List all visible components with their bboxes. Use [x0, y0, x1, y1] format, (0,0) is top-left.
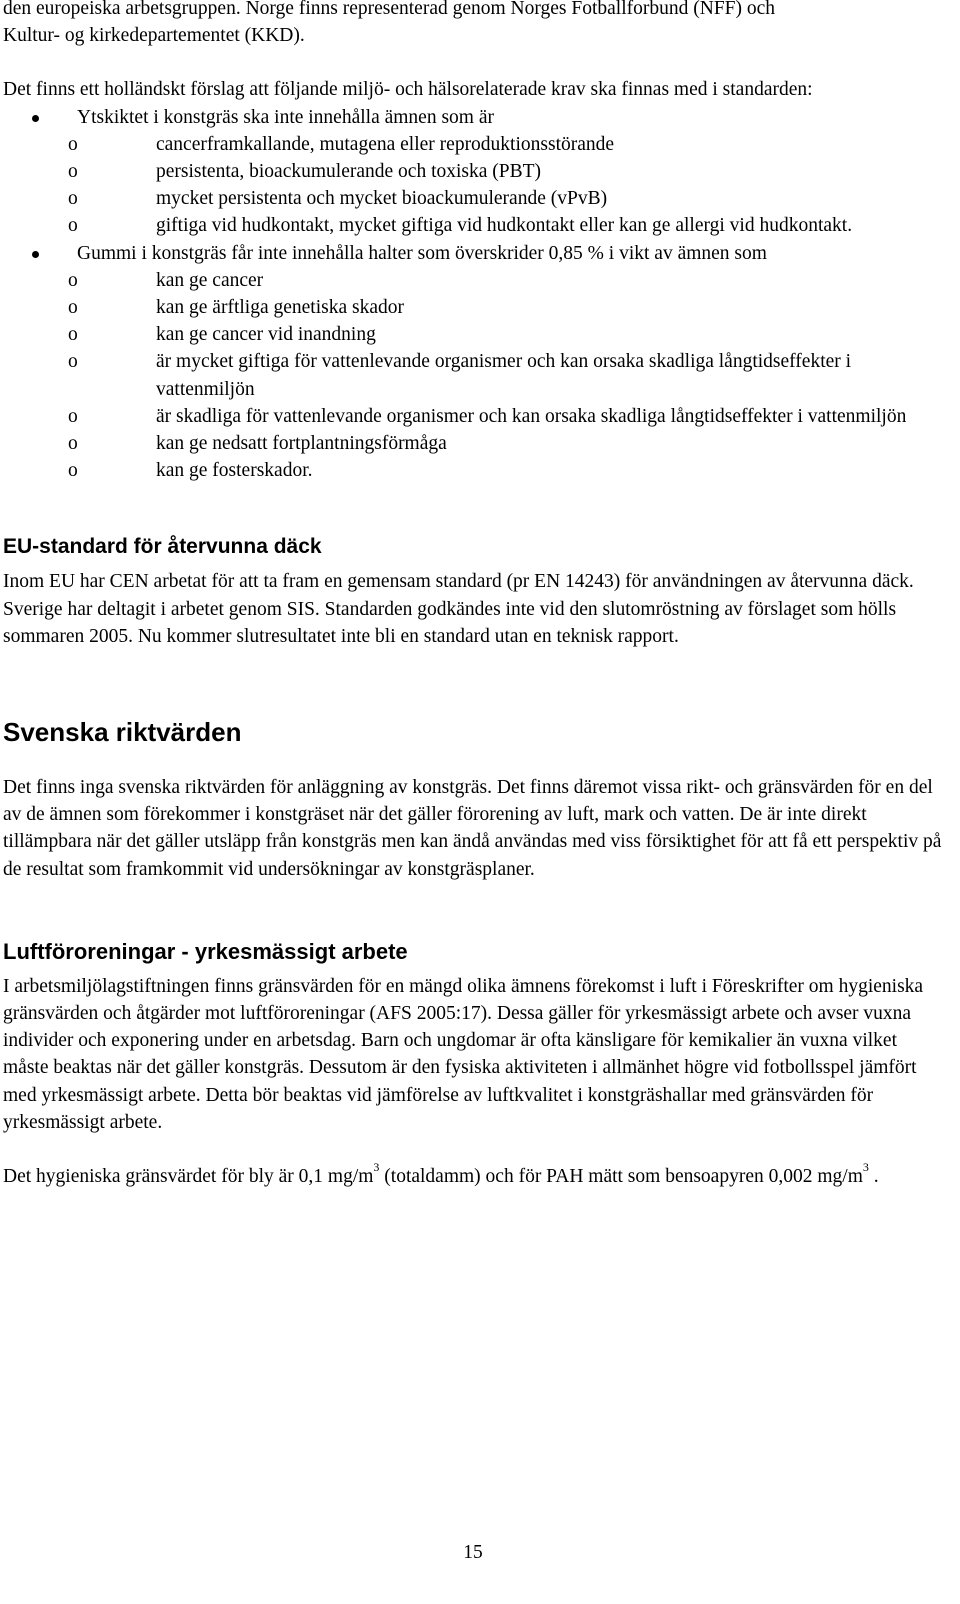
circle-marker-icon: o — [68, 351, 78, 373]
section-body-luft: I arbetsmiljölagstiftningen finns gränsvärden för en mängd olika ämnens förekomst i luft i Föreskrifter om hygieniska gränsvärden och åtgärder mot luftföroreningar (AFS 2005:17). Dessa gäller för yrkesmässigt arbete och avser vuxna individer och exponering under en arbetsdag. Barn och ungdomar är ofta känsligare för kemikalier än vuxna vilket måste beaktas när det gäller konstgräs. Dessutom är den fysiska aktiviteten i allmänhet högre vid fotbollsspel jämfört med yrkesmässigt arbete. Detta bör beaktas vid jämförelse av luftkvalitet i konstgräshallar med gränsvärden för yrkesmässigt arbete. — [3, 975, 924, 1133]
circle-marker-icon: o — [68, 433, 78, 455]
sub-item-text: giftiga vid hudkontakt, mycket giftiga vid hudkontakt eller kan ge allergi vid hudkontakt. — [156, 215, 853, 237]
section-heading-luft: Luftföroreningar - yrkesmässigt arbete — [3, 938, 408, 964]
intro-paragraph — [3, 0, 943, 49]
sub-list-item — [3, 348, 943, 402]
sub-list-item — [3, 457, 943, 484]
sub-list-item — [3, 212, 943, 239]
requirement-surface — [3, 104, 943, 240]
sub-item-text: mycket persistenta och mycket bioackumulerande (vPvB) — [156, 188, 608, 210]
sub-list-item — [3, 185, 943, 212]
circle-marker-icon: o — [68, 269, 78, 291]
superscript-3: 3 — [862, 1160, 869, 1175]
sub-item-text: kan ge cancer — [156, 269, 264, 291]
section-body-svenska: Det finns inga svenska riktvärden för anläggning av konstgräs. Det finns däremot vissa rikt- och gränsvärden för en del av de ämnen som förekommer i konstgräset när det gäller förorening av luft, mark och vatten. De är inte direkt tillämpbara när det gäller utsläpp från konstgräs men kan ändå användas med viss försiktighet för att få ett perspektiv på de resultat som framkommit vid undersökningar av konstgräsplaner. — [3, 777, 942, 880]
requirements-list — [3, 104, 943, 485]
page-number: 15 — [463, 1542, 483, 1563]
circle-marker-icon: o — [68, 324, 78, 346]
intro-line-1: den europeiska arbetsgruppen. Norge finns representerad genom Norges Fotballforbund (NFF) och — [3, 0, 776, 19]
hygienic-text-2: (totaldamm) och för PAH mätt som bensoapyren 0,002 mg/m — [379, 1166, 863, 1188]
sub-list-item — [3, 158, 943, 185]
sub-list-item — [3, 294, 943, 321]
hygienic-limit-paragraph — [3, 1160, 943, 1190]
section-body-eu: Inom EU har CEN arbetat för att ta fram en gemensam standard (pr EN 14243) för användningen av återvunna däck. Sverige har deltagit i arbetet genom SIS. Standarden godkändes inte vid den slutomröstning av förslaget som hölls sommaren 2005. Nu kommer slutresultatet inte bli en standard utan en teknisk rapport. — [3, 571, 914, 647]
sub-item-text: kan ge nedsatt fortplantningsförmåga — [156, 433, 447, 455]
sub-item-text: persistenta, bioackumulerande och toxiska (PBT) — [156, 161, 542, 183]
document-page — [3, 0, 943, 1190]
circle-marker-icon: o — [68, 460, 78, 482]
sub-item-text: är skadliga för vattenlevande organismer och kan orsaka skadliga långtidseffekter i vattenmiljön — [156, 405, 907, 427]
section-heading-eu: EU-standard för återvunna däck — [3, 535, 322, 559]
sub-item-text: kan ge cancer vid inandning — [156, 324, 376, 346]
circle-marker-icon: o — [68, 405, 78, 427]
superscript-3: 3 — [373, 1160, 380, 1175]
requirement-text: Gummi i konstgräs får inte innehålla halter som överskrider 0,85 % i vikt av ämnen som — [77, 242, 767, 264]
sub-list — [68, 267, 943, 485]
requirement-text: Ytskiktet i konstgräs ska inte innehålla ämnen som är — [77, 106, 494, 128]
proposal-paragraph: Det finns ett holländskt förslag att följande miljö- och hälsorelaterade krav ska finnas med i standarden: — [3, 79, 813, 101]
sub-item-text: kan ge fosterskador. — [156, 460, 313, 482]
sub-item-text: är mycket giftiga för vattenlevande organismer och kan orsaka skadliga långtidseffekter i vattenmiljön — [156, 351, 852, 400]
circle-marker-icon: o — [68, 161, 78, 183]
bullet-icon — [32, 115, 39, 122]
requirement-rubber — [3, 240, 943, 485]
circle-marker-icon: o — [68, 215, 78, 237]
sub-item-text: kan ge ärftliga genetiska skador — [156, 297, 404, 319]
sub-list-item — [3, 131, 943, 158]
intro-line-2: Kultur- og kirkedepartementet (KKD). — [3, 25, 305, 47]
sub-list-item — [3, 403, 943, 430]
circle-marker-icon: o — [68, 188, 78, 210]
hygienic-text-1: Det hygieniska gränsvärdet för bly är 0,1 mg/m — [3, 1166, 374, 1188]
sub-item-text: cancerframkallande, mutagena eller reproduktionsstörande — [156, 133, 615, 155]
sub-list-item — [3, 267, 943, 294]
sub-list — [68, 131, 943, 240]
circle-marker-icon: o — [68, 297, 78, 319]
circle-marker-icon: o — [68, 133, 78, 155]
bullet-icon — [32, 251, 39, 258]
hygienic-text-3: . — [868, 1166, 879, 1188]
section-heading-svenska: Svenska riktvärden — [3, 717, 242, 748]
sub-list-item — [3, 430, 943, 457]
sub-list-item — [3, 321, 943, 348]
